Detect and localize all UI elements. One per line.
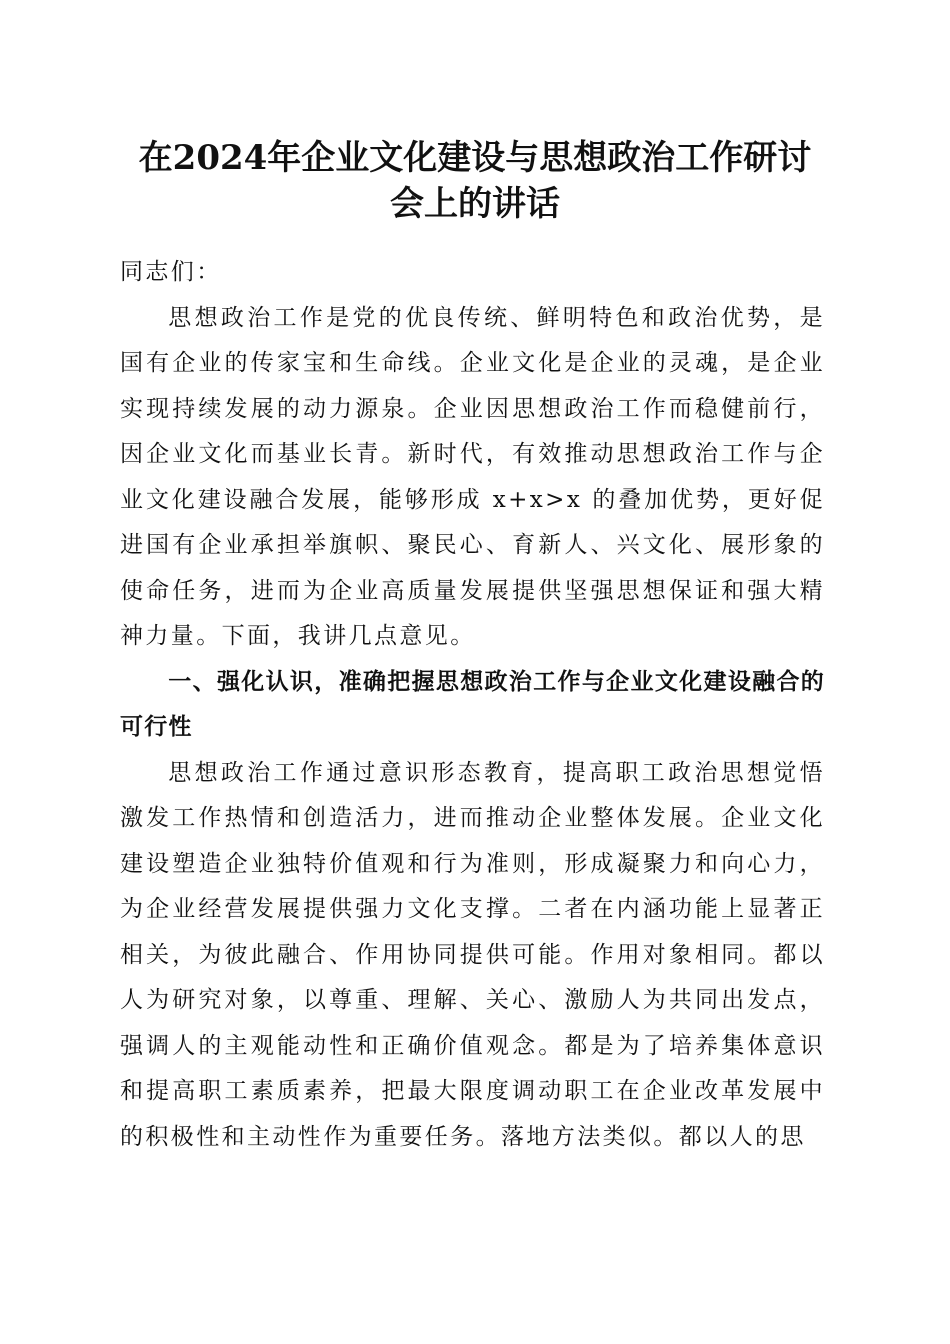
section-1-paragraph: 思想政治工作通过意识形态教育，提高职工政治思想觉悟激发工作热情和创造活力，进而推动企业整体发展。企业文化建设塑造企业独特价值观和行为准则，形成凝聚力和向心力，为企业经营发展提供强力文化支撑。二者在内涵功能上显著正相关，为彼此融合、作用协同提供可能。作用对象相同。都以人为研究对象，以尊重、理解、关心、激励人为共同出发点，强调人的主观能动性和正确价值观念。都是为了培养集体意识和提高职工素质素养，把最大限度调动职工在企业改革发展中的积极性和主动性作为重要任务。落地方法类似。都以人的思 [120, 759, 825, 1150]
section-1-heading: 一、强化认识，准确把握思想政治工作与企业文化建设融合的可行性 [120, 668, 825, 740]
title-line-1: 在2024年企业文化建设与思想政治工作研讨 [138, 138, 812, 178]
intro-paragraph: 思想政治工作是党的优良传统、鲜明特色和政治优势，是国有企业的传家宝和生命线。企业文化是企业的灵魂，是企业实现持续发展的动力源泉。企业因思想政治工作而稳健前行，因企业文化而基业长青。新时代，有效推动思想政治工作与企业文化建设融合发展，能够形成 x+x>x 的叠加优势，更好促进国有企业承担举旗帜、聚民心、育新人、兴文化、展形象的使命任务，进而为企业高质量发展提供坚强思想保证和强大精神力量。下面，我讲几点意见。 [120, 304, 825, 649]
document-body [120, 250, 825, 1160]
document-title [120, 135, 830, 227]
salutation: 同志们： [120, 259, 222, 285]
title-line-2: 会上的讲话 [390, 184, 560, 224]
